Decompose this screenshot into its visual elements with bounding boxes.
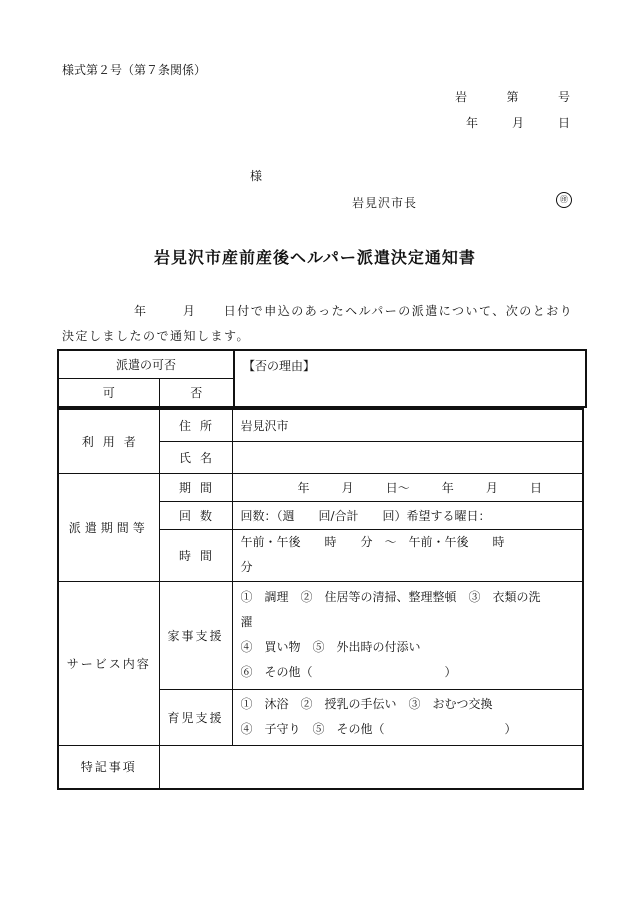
period-end-month: 月 (485, 480, 498, 495)
approval-header: 派遣の可否 (58, 350, 234, 379)
time-line-1: 午前・午後 時 分 ～ 午前・午後 時 (240, 535, 505, 549)
doc-no-dai: 第 (506, 90, 519, 104)
notes-field[interactable] (159, 745, 583, 789)
childcare-label: 育児支援 (159, 689, 232, 745)
address-label: 住所 (159, 409, 232, 441)
body-month: 月 (182, 304, 197, 318)
period-start-year: 年 (297, 480, 310, 495)
approval-yes[interactable]: 可 (58, 379, 159, 408)
count-field[interactable]: 回数：（週 回/合計 回）希望する曜日： (232, 501, 583, 529)
period-start-month: 月 (341, 480, 354, 495)
housework-label: 家事支援 (159, 581, 232, 689)
housework-line-1: ① 調理 ② 住居等の清掃、整理整頓 ③ 衣類の洗 (240, 590, 541, 604)
name-field[interactable] (232, 441, 583, 473)
period-label: 期間 (159, 473, 232, 501)
seal-mark: ㊞ (556, 192, 572, 208)
body-line-1 (62, 302, 592, 319)
childcare-line-2: ④ 子守り ⑤ その他（ ） (240, 722, 517, 736)
addressee: 様 (250, 169, 263, 183)
housework-options[interactable] (232, 581, 583, 689)
date-day: 日 (557, 116, 570, 130)
document-date (466, 114, 570, 131)
approval-no[interactable]: 否 (159, 379, 234, 408)
issuer: 岩見沢市長 (352, 196, 418, 210)
time-field[interactable] (232, 529, 583, 581)
childcare-line-1: ① 沐浴 ② 授乳の手伝い ③ おむつ交換 (240, 697, 493, 711)
reason-label: 【否の理由】 (243, 359, 316, 373)
body-line-2: 決定しましたので通知します。 (62, 329, 251, 343)
doc-no-prefix: 岩 (455, 90, 468, 104)
notes-label: 特記事項 (58, 745, 159, 789)
childcare-options[interactable] (232, 689, 583, 745)
housework-line-2: 濯 (240, 615, 253, 629)
date-month: 月 (511, 116, 524, 130)
address-field[interactable]: 岩見沢市 (232, 409, 583, 441)
details-table (57, 408, 584, 790)
dispatch-label: 派遣期間等 (58, 473, 159, 581)
period-end-year: 年 (441, 480, 454, 495)
housework-line-4: ⑥ その他（ ） (240, 665, 457, 679)
period-start-day: 日～ (385, 480, 410, 495)
reason-cell[interactable] (234, 350, 586, 407)
service-label: サービス内容 (58, 581, 159, 745)
approval-table (57, 349, 587, 408)
date-year: 年 (466, 116, 479, 130)
doc-no-go: 号 (557, 90, 570, 104)
body-year: 年 (134, 304, 148, 318)
form-number: 様式第２号（第７条関係） (62, 63, 207, 77)
count-label: 回数 (159, 501, 232, 529)
time-line-2: 分 (240, 560, 253, 574)
period-field[interactable] (232, 473, 583, 501)
document-title: 岩見沢市産前産後ヘルパー派遣決定通知書 (154, 248, 476, 267)
user-label: 利用者 (58, 409, 159, 473)
document-number (455, 88, 570, 105)
body-text: 日付で申込のあったヘルパーの派遣について、次のとおり (223, 304, 574, 318)
time-label: 時間 (159, 529, 232, 581)
housework-line-3: ④ 買い物 ⑤ 外出時の付添い (240, 640, 421, 654)
name-label: 氏名 (159, 441, 232, 473)
period-end-day: 日 (529, 480, 542, 495)
